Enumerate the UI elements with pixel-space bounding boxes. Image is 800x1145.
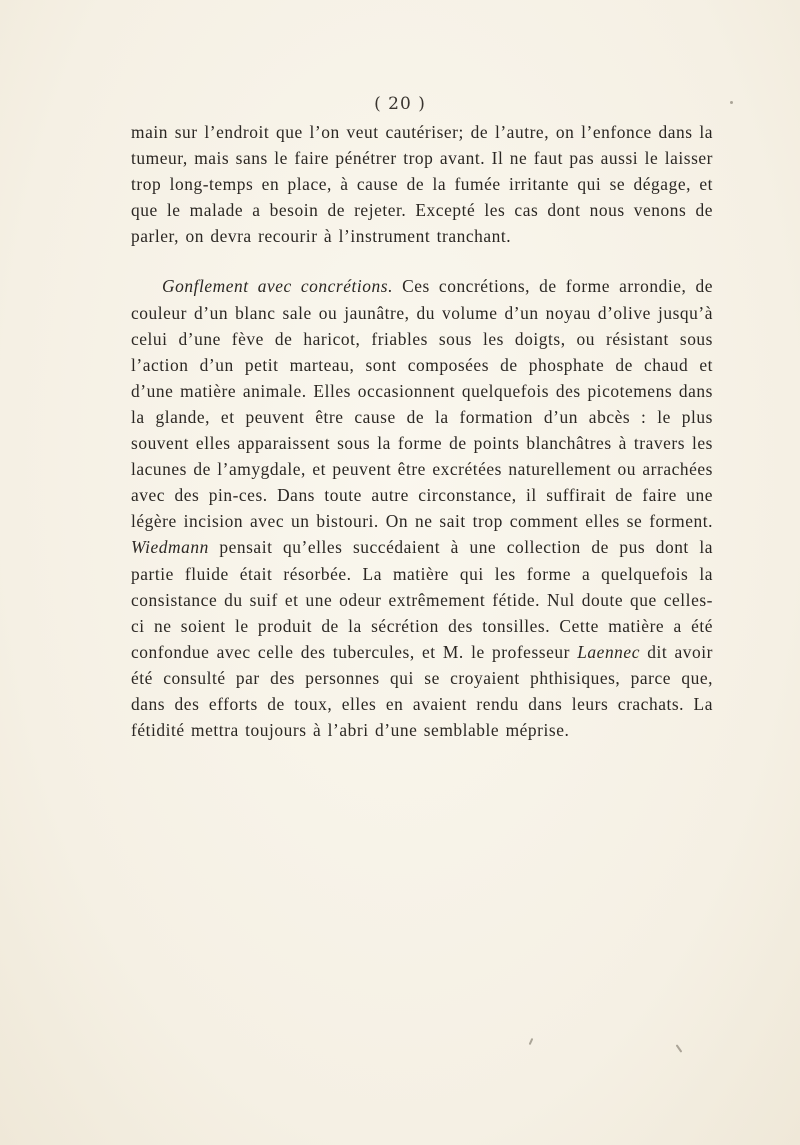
paper-speck [730, 101, 733, 104]
paper-speck [529, 1038, 534, 1045]
paragraph-text: Ces concrétions, de forme arrondie, de couleur d’un blanc sale ou jaunâtre, du volume d’un noyau d’olive jusqu’à celui d’une fève de haricot, friables sous les doigts, ou résistant sous l’action d’un petit marteau, sont composées de phosphate de chaud et d’une matière animale. Elles occasionnent quelquefois des picotemens dans la glande, et peuvent être cause de la formation d’un abcès : le plus souvent elles apparaissent sous la forme de points blanchâtres à travers les lacunes de l’amygdale, et peuvent être excrétées naturellement ou arrachées avec des pin-ces. Dans toute autre circonstance, il suffirait de faire une légère incision avec un bistouri. On ne sait trop comment elles se forment. [131, 276, 713, 532]
page-number: ( 20 ) [374, 94, 426, 114]
body-text [131, 119, 713, 743]
paragraph-text: dit avoir été consulté par des personnes qui se croyaient phthisiques, parce que, dans des efforts de toux, elles en avaient rendu dans leurs crachats. La fétidité mettra toujours à l’abri d’une semblable méprise. [131, 641, 713, 741]
section-heading: Gonflement avec concrétions. [162, 276, 393, 297]
paper-speck [676, 1044, 683, 1053]
author-name-wiedmann: Wiedmann [131, 537, 209, 558]
paragraph-cauterization: main sur l’endroit que l’on veut cautériser; de l’autre, on l’enfonce dans la tumeur, mais sans le faire pénétrer trop avant. Il ne faut pas aussi le laisser trop long-temps en place, à cause de la fumée irritante qui se dégage, et que le malade a besoin de rejeter. Excepté les cas dont nous venons de parler, on devra recourir à l’instrument tranchant. [131, 122, 713, 247]
author-name-laennec: Laennec [577, 641, 640, 662]
paragraph-text: pensait qu’elles succédaient à une collection de pus dont la partie fluide était résorbée. La matière qui les forme a quelquefois la consistance du suif et une odeur extrêmement fétide. Nul doute que celles-ci ne soient le produit de la sécrétion des tonsilles. Cette matière a été confondue avec celle des tubercules, et M. le professeur [131, 537, 713, 662]
paragraph-concretions [131, 273, 713, 743]
